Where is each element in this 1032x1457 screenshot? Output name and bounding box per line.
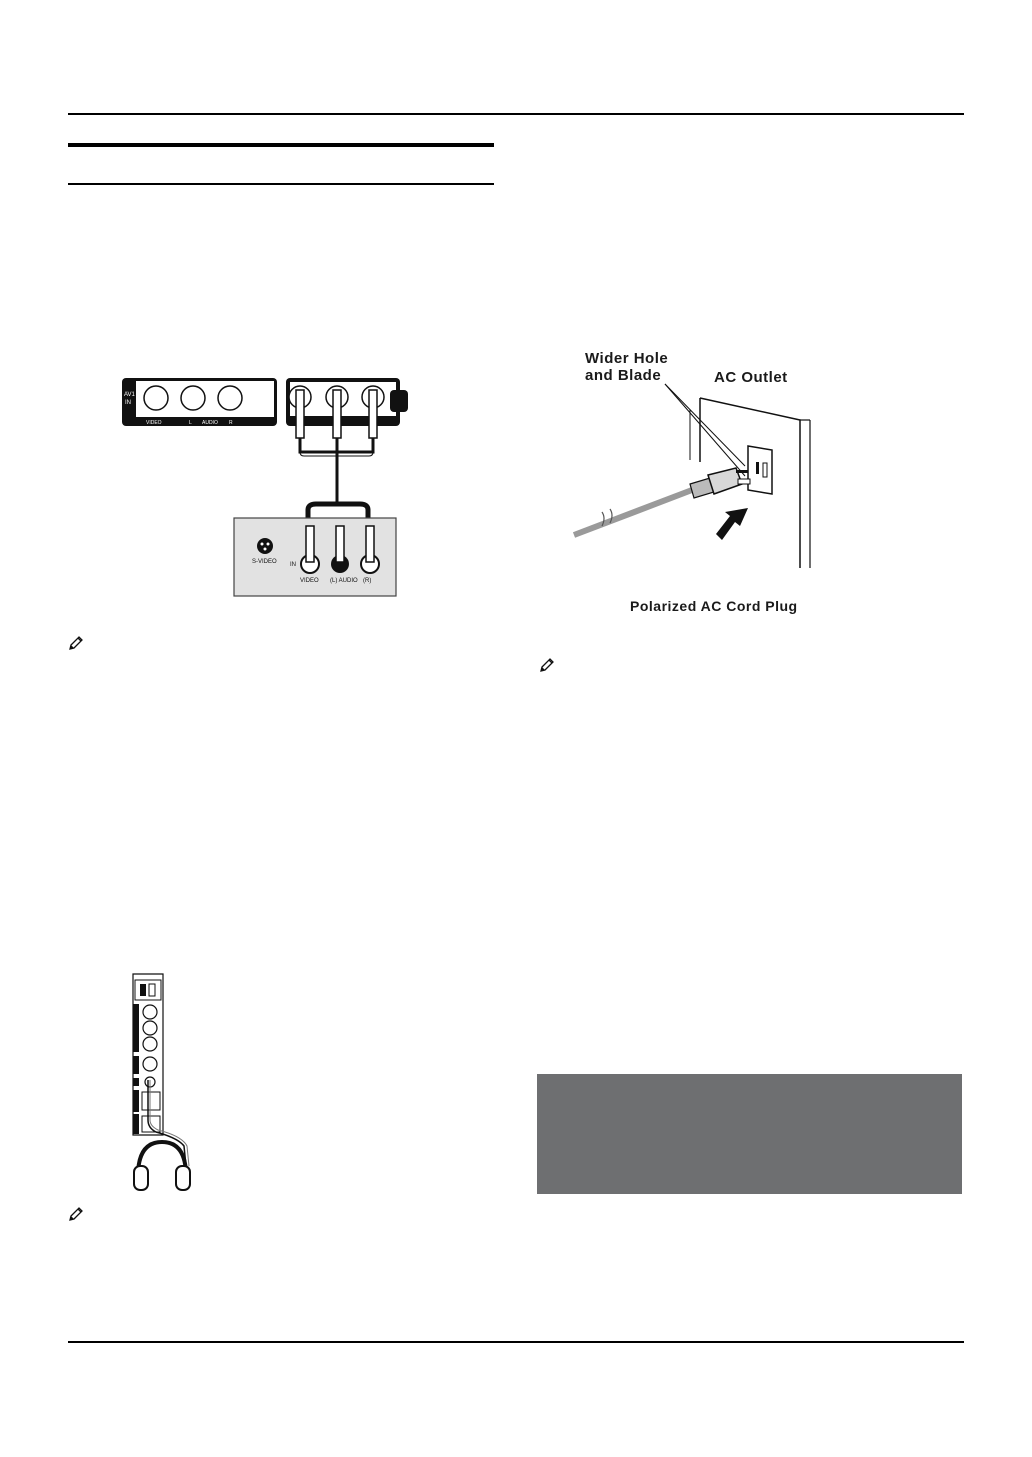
section-heading-top-rule [68,143,494,147]
polarized-plug [690,468,750,498]
video-jack [144,386,168,410]
svideo-label: S-VIDEO [252,559,277,565]
video-jack-label: VIDEO [146,420,162,426]
svideo-jack [257,538,273,554]
headphone-connection-diagram [120,970,198,1196]
wider-hole-line1: Wider Hole [585,350,669,367]
outlet-plate [748,446,772,494]
wider-hole-label [585,350,668,384]
insert-arrow-icon [716,508,748,540]
pencil-note-icon [67,1205,85,1223]
wider-hole-line2: and Blade [585,367,662,384]
device-audio-r-label: (R) [363,578,372,584]
headphones-icon [134,1142,190,1190]
device-audio-l-label: (L) AUDIO [330,578,358,584]
av1-label: AV1 [124,392,135,398]
pencil-note-icon [67,634,85,652]
audio-r-jack [218,386,242,410]
footer-rule [68,1341,964,1343]
polarized-plug-caption: Polarized AC Cord Plug [630,598,798,614]
ac-outlet-label: AC Outlet [714,369,788,386]
in-label: IN [290,562,296,568]
pencil-note-icon [538,656,556,674]
grey-callout-box [537,1074,962,1194]
av-connection-diagram [120,376,405,602]
audio-jack-label: AUDIO [202,420,218,426]
device-video-label: VIDEO [300,578,319,584]
power-cord [574,490,692,535]
header-rule [68,113,964,115]
ac-plug-diagram [560,380,820,572]
section-heading-bottom-rule [68,183,494,185]
audio-l-jack [181,386,205,410]
av1-in-label: IN [125,400,131,406]
l-jack-label: L [189,420,192,426]
r-jack-label: R [229,420,233,426]
